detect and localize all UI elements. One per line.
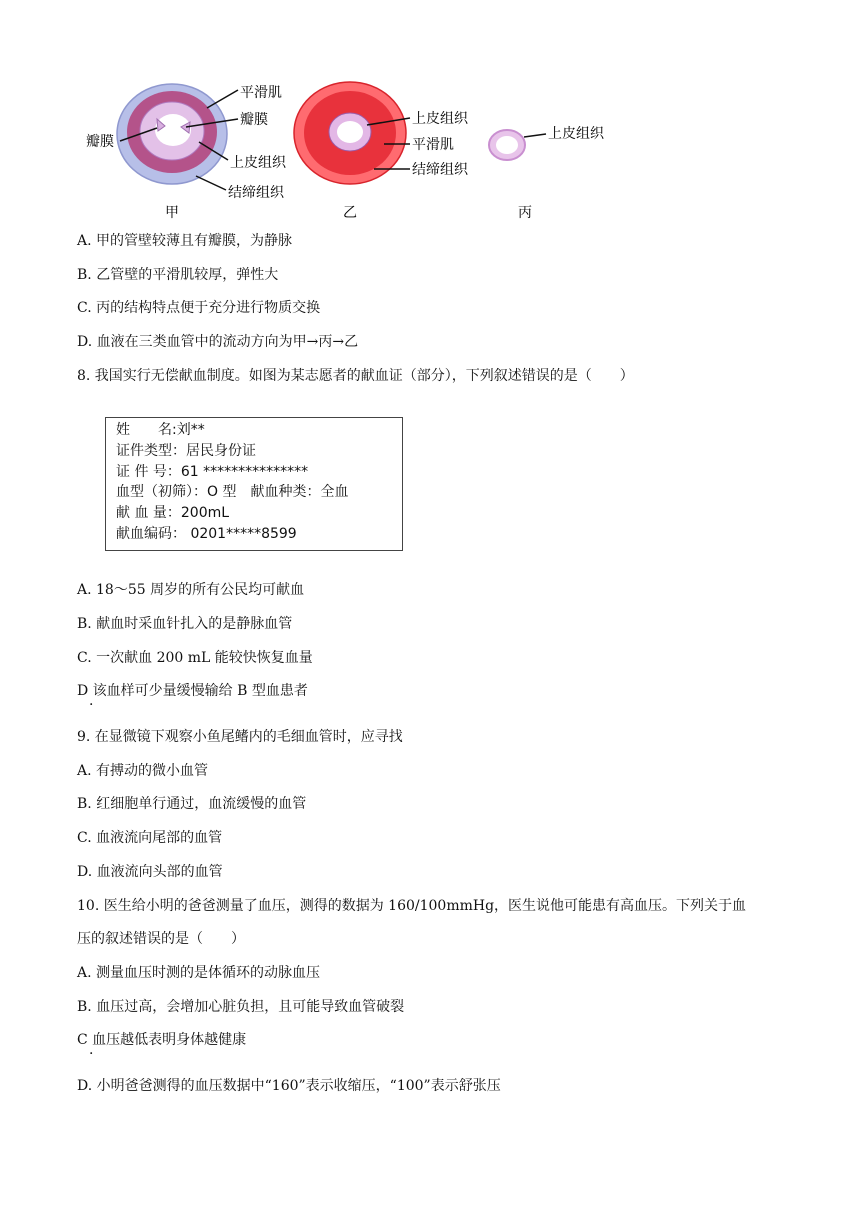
blood-vessel-figure [0,0,860,230]
q8-option-d: D 该血样可少量缓慢输给 B 型血患者 [77,683,308,699]
q9-option-c: C. 血液流向尾部的血管 [77,830,223,846]
q7-option-b: B. 乙管壁的平滑肌较厚，弹性大 [77,267,279,283]
vessel-b-cross-section [294,82,469,221]
vessel-a-connective-label: 结缔组织 [228,185,284,201]
q7-option-a: A. 甲的管壁较薄且有瓣膜，为静脉 [77,233,293,249]
vessel-c-epithelium-label: 上皮组织 [548,126,604,142]
card-volume-row: 献 血 量：200mL [116,505,230,522]
q9-option-b: B. 红细胞单行通过，血流缓慢的血管 [77,796,307,812]
q10-option-b: B. 血压过高，会增加心脏负担，且可能导致血管破裂 [77,999,405,1015]
q9-stem: 9. 在显微镜下观察小鱼尾鳍内的毛细血管时，应寻找 [77,729,403,745]
vessel-b-epithelium-label: 上皮组织 [412,111,468,127]
vessel-a-valve-label-left: 瓣膜 [86,134,114,150]
card-name-row: 姓 名:刘** [116,422,205,438]
q8-option-d-dot: · [89,697,94,713]
card-id-type-row: 证件类型：居民身份证 [116,442,256,459]
q9-option-a: A. 有搏动的微小血管 [77,763,209,779]
q10-option-c: C 血压越低表明身体越健康 [77,1032,247,1048]
q8-stem: 8. 我国实行无偿献血制度。如图为某志愿者的献血证（部分），下列叙述错误的是（ ） [77,368,634,384]
card-blood-type-row: 血型（初筛）：O 型 献血种类：全血 [116,484,349,501]
vessel-c-cross-section [489,125,605,221]
vessel-a-smooth-muscle-label: 平滑肌 [240,85,282,101]
vessel-a-valve-label-right: 瓣膜 [240,112,268,128]
vessel-a-caption: 甲 [165,205,179,221]
q10-option-c-dot: · [89,1046,94,1062]
card-code-row: 献血编码： 0201*****8599 [116,525,297,542]
q9-option-d: D. 血液流向头部的血管 [77,864,223,880]
q8-option-c: C. 一次献血 200 mL 能较快恢复血量 [77,650,313,666]
vessel-c-lumen [496,136,518,154]
vessel-b-caption: 乙 [343,205,357,221]
vessel-b-smooth-muscle-label: 平滑肌 [412,137,454,153]
q8-option-b: B. 献血时采血针扎入的是静脉血管 [77,616,293,632]
vessel-diagram [0,0,860,230]
vessel-a-epithelium-label: 上皮组织 [230,155,286,171]
vessel-b-lumen [337,121,363,143]
vessel-c-caption: 丙 [518,205,532,221]
q8-option-a: A. 18～55 周岁的所有公民均可献血 [77,582,305,598]
q7-option-d: D. 血液在三类血管中的流动方向为甲→丙→乙 [77,334,359,350]
q10-option-a: A. 测量血压时测的是体循环的动脉血压 [77,965,321,981]
q10-stem-line-2: 压的叙述错误的是（ ） [77,931,245,947]
card-id-number-row: 证 件 号：61 *************** [116,463,309,480]
blood-donation-certificate [105,417,403,551]
q10-option-d: D. 小明爸爸测得的血压数据中“160”表示收缩压，“100”表示舒张压 [77,1078,501,1094]
q7-option-c: C. 丙的结构特点便于充分进行物质交换 [77,300,321,316]
q10-stem-line-1: 10. 医生给小明的爸爸测量了血压，测得的数据为 160/100mmHg，医生说他可能患有高血压。下列关于血 [77,898,747,914]
vessel-b-connective-label: 结缔组织 [412,162,468,178]
vessel-a-cross-section [86,84,287,221]
